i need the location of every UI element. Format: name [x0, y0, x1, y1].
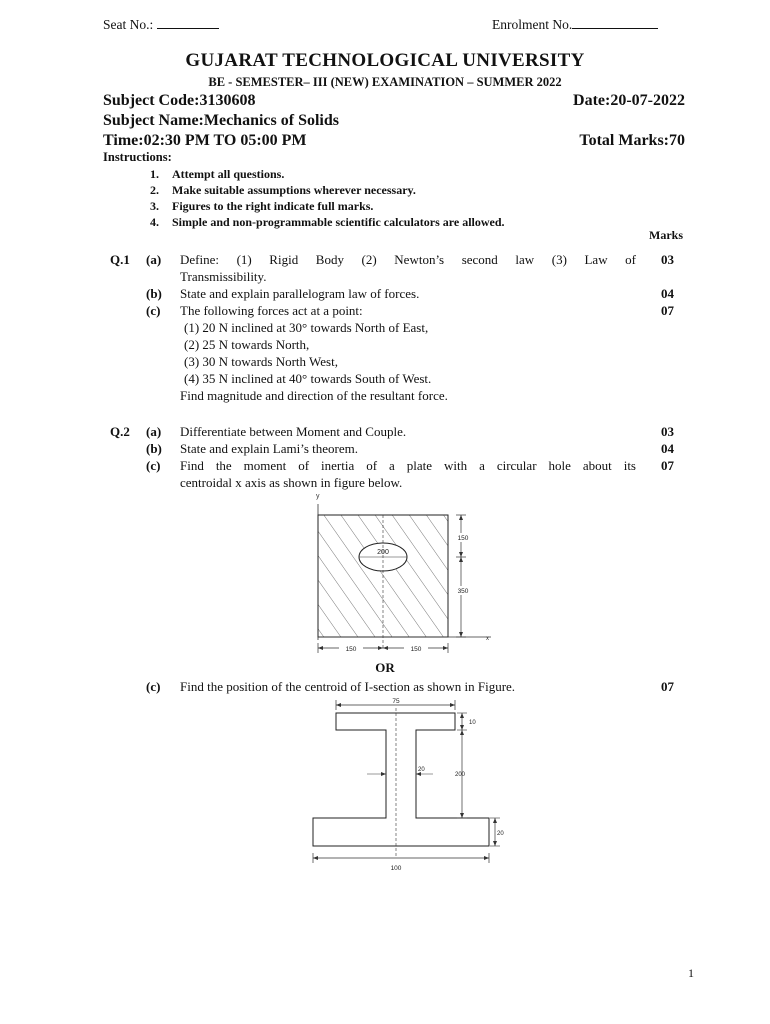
i-section-figure — [305, 696, 510, 876]
instruction-text: Figures to the right indicate full marks. — [172, 199, 374, 213]
q2c-marks: 07 — [661, 458, 674, 473]
subject-code: Subject Code:3130608 — [103, 92, 256, 109]
instruction-text: Attempt all questions. — [172, 167, 285, 181]
q1c-outro: Find magnitude and direction of the resultant force. — [180, 388, 448, 403]
dim-top-label: 150 — [457, 535, 469, 542]
instruction-number: 4. — [150, 215, 159, 229]
top-width-label: 75 — [392, 698, 400, 705]
exam-time: Time:02:30 PM TO 05:00 PM — [103, 132, 307, 149]
q1a-text-line2: Transmissibility. — [180, 269, 267, 284]
enrolment-no-blank — [572, 16, 658, 29]
dim-left-label: 150 — [345, 646, 357, 653]
q1a-marks: 03 — [661, 252, 674, 267]
instruction-text: Make suitable assumptions wherever necessary. — [172, 183, 416, 197]
university-title: GUJARAT TECHNOLOGICAL UNIVERSITY — [185, 50, 585, 71]
part-label: (b) — [146, 441, 162, 456]
hole-diameter-label: 200 — [377, 549, 389, 556]
q1a-text-line1: Define: (1) Rigid Body (2) Newton’s second law (3) Law of — [180, 252, 636, 267]
plate-with-hole-figure — [306, 490, 511, 658]
web-thickness-label: 20 — [418, 767, 425, 773]
q1b-marks: 04 — [661, 286, 674, 301]
dim-right-label: 150 — [410, 646, 422, 653]
part-label: (c) — [146, 679, 161, 694]
enrolment-no-field — [492, 16, 658, 33]
instruction-text: Simple and non-programmable scientific calculators are allowed. — [172, 215, 505, 229]
y-axis-label: y — [316, 493, 320, 500]
exam-date: Date:20-07-2022 — [573, 92, 685, 109]
seat-no-field — [103, 16, 219, 33]
part-label: (b) — [146, 286, 162, 301]
q1c-force: (1) 20 N inclined at 30° towards North of East, — [184, 320, 429, 335]
bottom-width-label: 100 — [390, 865, 402, 872]
q2c-alt-text: Find the position of the centroid of I-section as shown in Figure. — [180, 679, 516, 694]
q1c-force: (4) 35 N inclined at 40° towards South of West. — [184, 371, 432, 386]
seat-no-label: Seat No.: — [103, 17, 154, 32]
q2b-text: State and explain Lami’s theorem. — [180, 441, 358, 456]
part-label: (c) — [146, 303, 161, 318]
enrolment-no-label: Enrolment No. — [492, 17, 573, 32]
q1c-force: (3) 30 N towards North West, — [184, 354, 338, 369]
instruction-item — [150, 183, 416, 198]
q1b-text: State and explain parallelogram law of forces. — [180, 286, 420, 301]
q2c-text-line1: Find the moment of inertia of a plate with a circular hole about its — [180, 458, 636, 473]
x-axis-label: x — [486, 636, 489, 642]
question-number-q2: Q.2 — [110, 424, 130, 439]
instruction-number: 2. — [150, 183, 159, 197]
question-number-q1: Q.1 — [110, 252, 130, 267]
subject-name: Subject Name:Mechanics of Solids — [103, 112, 339, 129]
total-marks: Total Marks:70 — [579, 132, 685, 149]
dim-bottom-label: 350 — [457, 588, 469, 595]
instruction-item — [150, 199, 373, 214]
q1c-force: (2) 25 N towards North, — [184, 337, 310, 352]
q2a-text: Differentiate between Moment and Couple. — [180, 424, 407, 439]
q2b-marks: 04 — [661, 441, 674, 456]
instruction-number: 1. — [150, 167, 159, 181]
exam-title: BE - SEMESTER– III (NEW) EXAMINATION – SUMMER 2022 — [208, 75, 562, 89]
part-label: (a) — [146, 252, 162, 267]
bottom-thickness-label: 20 — [497, 831, 504, 837]
q1c-marks: 07 — [661, 303, 674, 318]
instruction-number: 3. — [150, 199, 159, 213]
or-separator: OR — [375, 660, 395, 675]
seat-no-blank — [157, 16, 219, 29]
marks-heading: Marks — [649, 228, 683, 242]
top-thickness-label: 10 — [469, 720, 476, 726]
q1c-intro: The following forces act at a point: — [180, 303, 363, 318]
instruction-item — [150, 167, 284, 182]
q2c-alt-marks: 07 — [661, 679, 674, 694]
part-label: (c) — [146, 458, 161, 473]
q2c-text-line2: centroidal x axis as shown in figure below. — [180, 475, 403, 490]
web-height-label: 200 — [455, 772, 466, 778]
page-number: 1 — [688, 966, 694, 980]
instruction-item — [150, 215, 505, 230]
instructions-heading: Instructions: — [103, 150, 172, 164]
q2a-marks: 03 — [661, 424, 674, 439]
part-label: (a) — [146, 424, 162, 439]
